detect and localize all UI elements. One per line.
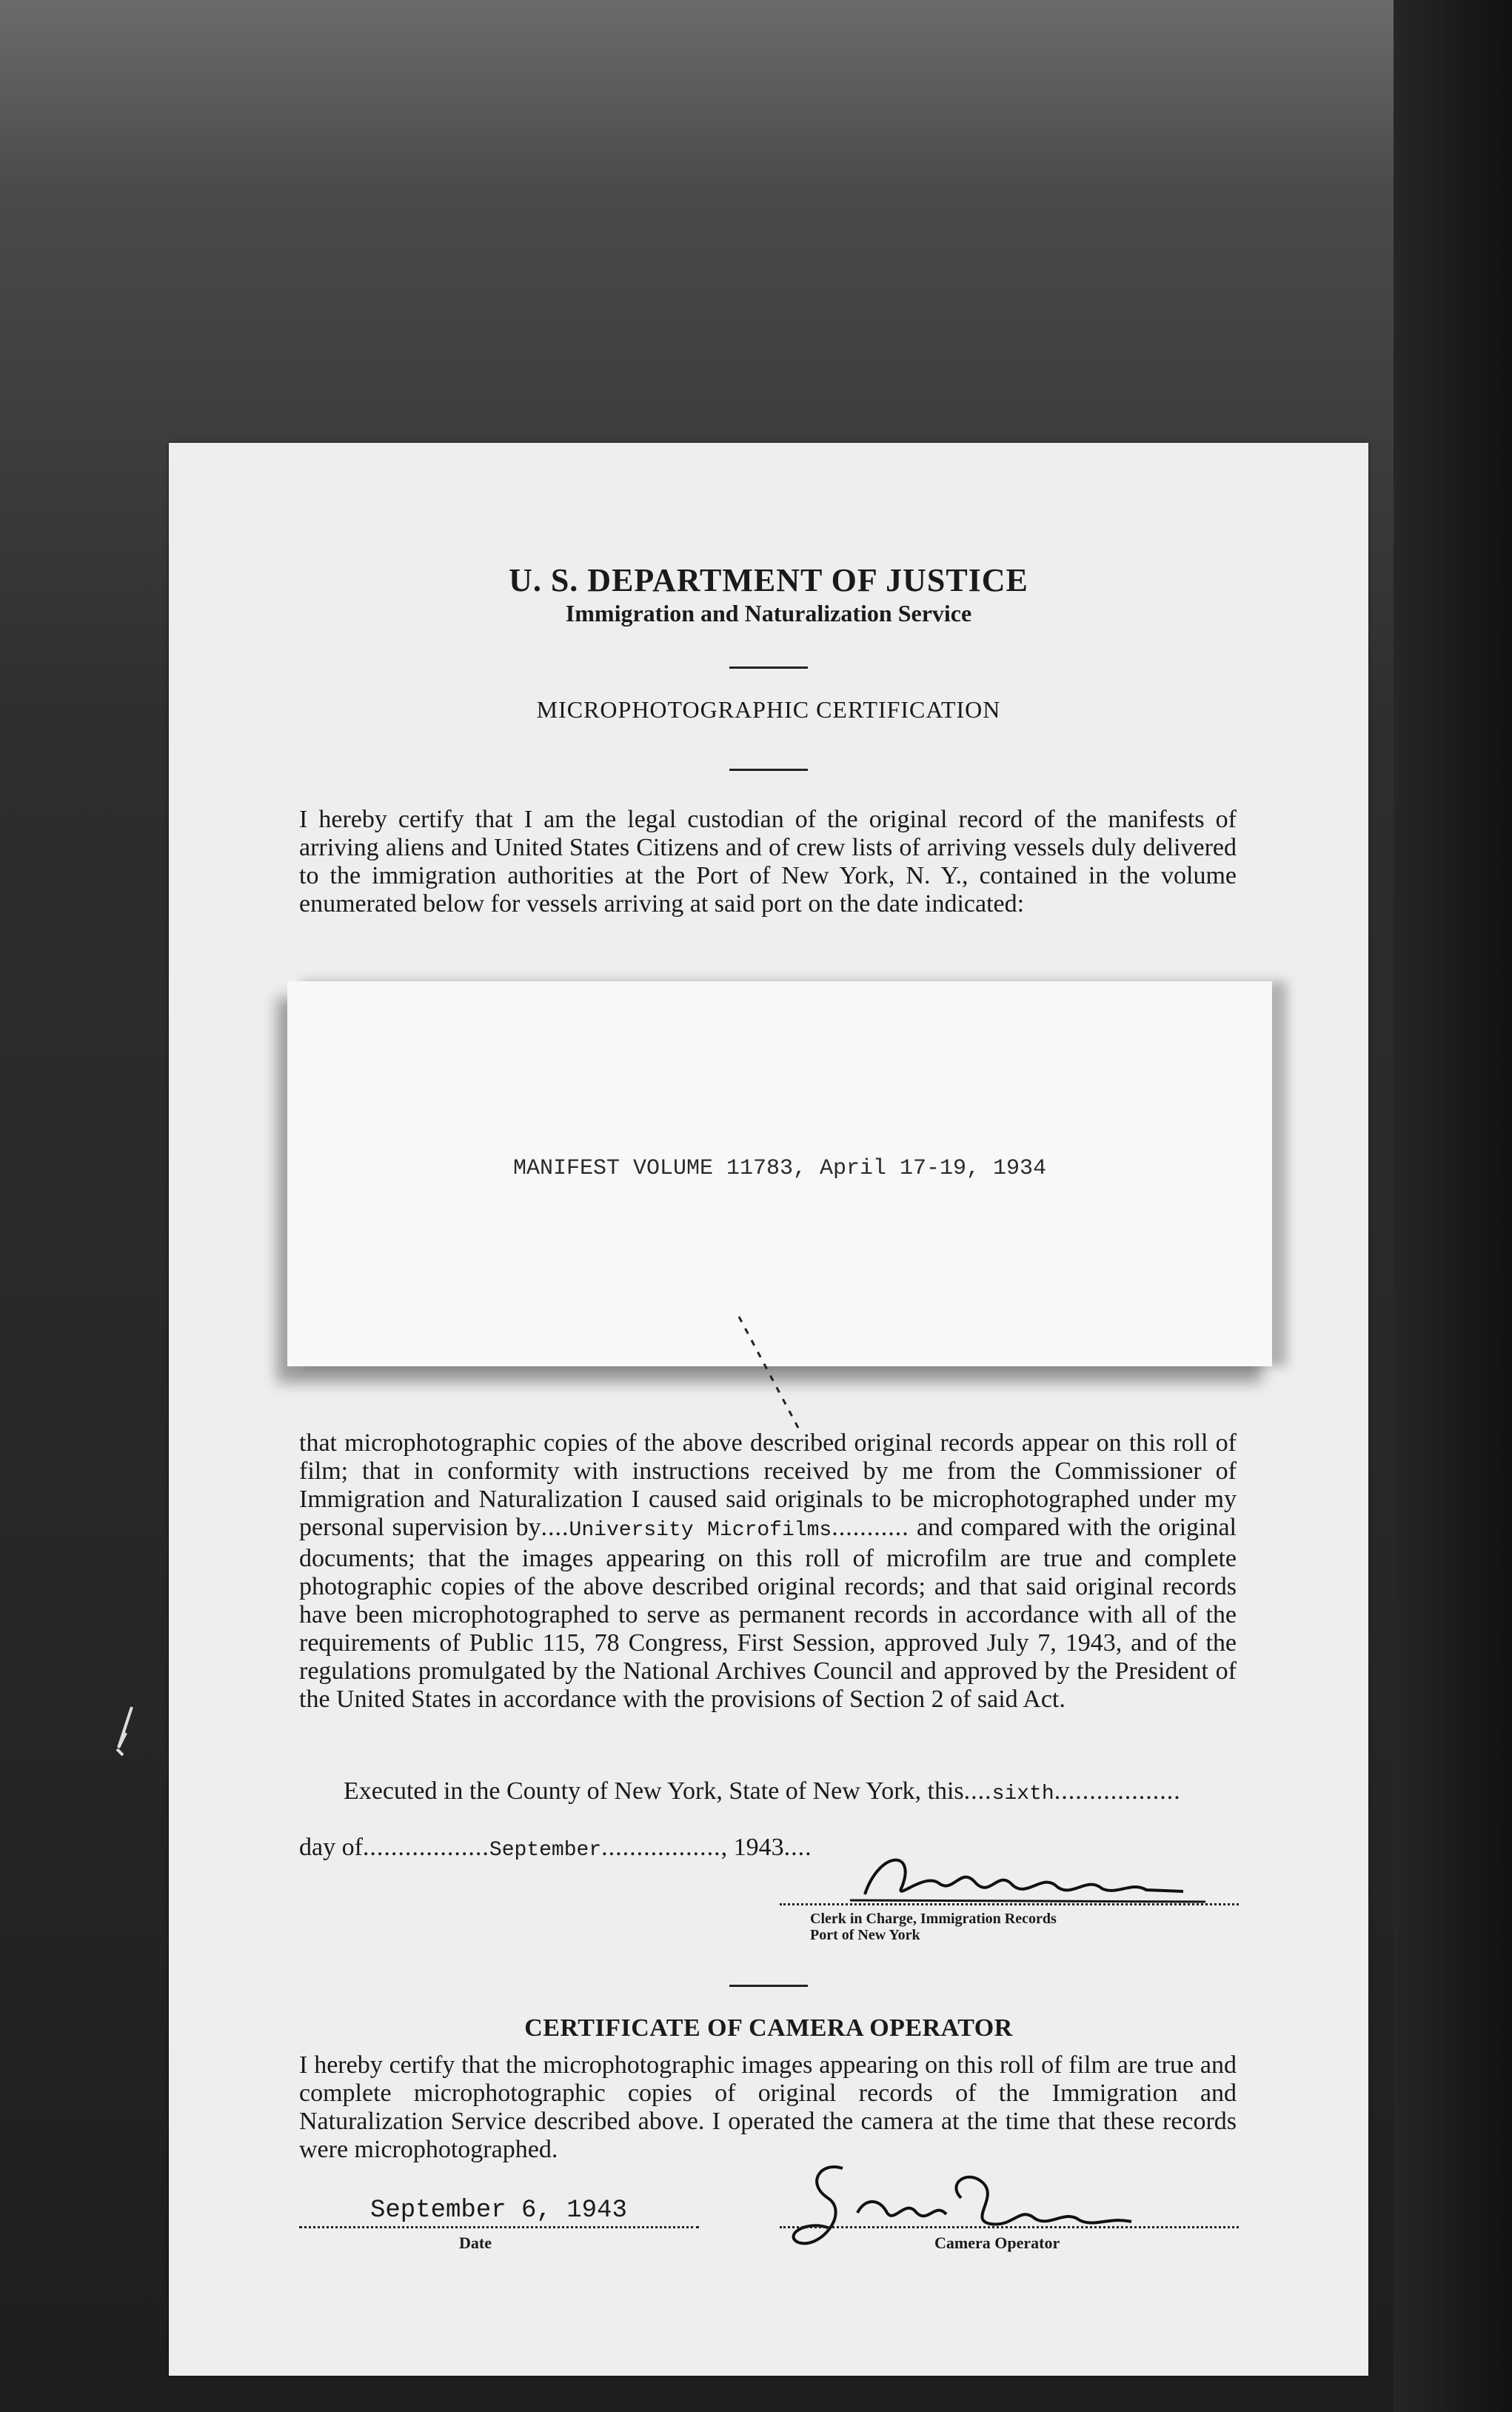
day-of-line xyxy=(299,1834,812,1865)
manifest-volume-text: MANIFEST VOLUME 11783, April 17-19, 1934 xyxy=(512,1156,1047,1181)
executed-month-field: September xyxy=(489,1839,602,1862)
supervisor-field: University Microfilms xyxy=(569,1519,832,1542)
dot-leader: ........... xyxy=(832,1514,909,1541)
executed-day-field: sixth xyxy=(991,1783,1054,1805)
divider xyxy=(729,1985,808,1987)
dot-leader: .................. xyxy=(1054,1777,1181,1805)
dot-leader: .................. xyxy=(362,1834,489,1861)
date-value: September 6, 1943 xyxy=(370,2196,627,2225)
camera-operator-label: Camera Operator xyxy=(934,2234,1060,2252)
body-text-part2: and compared with the original documents; that the images appearing on this roll of microfilm are true and complete photographic copies of the above described original records; and that said original records have been microphotographed to serve as permanent records in accordance with all of the requirements of Public 115, 78 Congress, First Session, approved July 7, 1943, and of the regulations promulgated by the National Archives Council and approved by the President of the United States in accordance with the provisions of Section 2 of said Act. xyxy=(299,1514,1237,1713)
day-of-prefix: day of xyxy=(299,1834,363,1861)
film-edge xyxy=(1394,0,1512,2412)
intro-paragraph: I hereby certify that I am the legal custodian of the original record of the manifests of arriving aliens and United States Citizens and of crew lists of arriving vessels duly delivered to the immigration authorities at the Port of New York, N. Y., contained in the volume enumerated below for vessels arriving at said port on the date indicated: xyxy=(299,806,1237,918)
divider xyxy=(729,667,808,669)
clerk-title xyxy=(810,1911,1057,1943)
executed-year: , 1943 xyxy=(720,1834,784,1861)
dot-leader: .... xyxy=(963,1777,992,1805)
executed-line xyxy=(344,1777,1181,1808)
camera-operator-signature-line xyxy=(780,2226,1239,2228)
service-subheading: Immigration and Naturalization Service xyxy=(565,600,972,627)
clerk-title-line1: Clerk in Charge, Immigration Records xyxy=(810,1911,1057,1927)
clerk-title-line2: Port of New York xyxy=(810,1927,920,1943)
clerk-signature-line xyxy=(780,1903,1239,1905)
clerk-signature xyxy=(835,1843,1235,1909)
margin-mark xyxy=(110,1703,139,1763)
body-paragraph xyxy=(299,1429,1237,1714)
divider xyxy=(729,769,808,771)
date-field xyxy=(299,2196,699,2228)
dot-leader: .... xyxy=(783,1834,812,1861)
executed-prefix: Executed in the County of New York, State of New York, this xyxy=(344,1777,964,1805)
pointer-line xyxy=(724,1294,813,1435)
certification-title: MICROPHOTOGRAPHIC CERTIFICATION xyxy=(536,696,1001,723)
body-text-part1: that microphotographic copies of the above described original records appear on this roll of film; that in conformity with instructions received by me from the Commissioner of Immigration and Naturalization I caused said originals to be microphotographed under my personal supervision by xyxy=(299,1429,1237,1541)
dot-leader: ................. xyxy=(601,1834,721,1861)
camera-operator-title: CERTIFICATE OF CAMERA OPERATOR xyxy=(524,2014,1013,2042)
certificate-page xyxy=(169,443,1368,2376)
dot-leader: .... xyxy=(541,1514,569,1541)
department-heading: U. S. DEPARTMENT OF JUSTICE xyxy=(509,562,1028,598)
date-label: Date xyxy=(459,2234,492,2252)
camera-operator-statement: I hereby certify that the microphotographic images appearing on this roll of film are true and complete microphotographic copies of original records of the Immigration and Naturalization Service described above. I operated the camera at the time that these records were microphotographed. xyxy=(299,2051,1237,2163)
